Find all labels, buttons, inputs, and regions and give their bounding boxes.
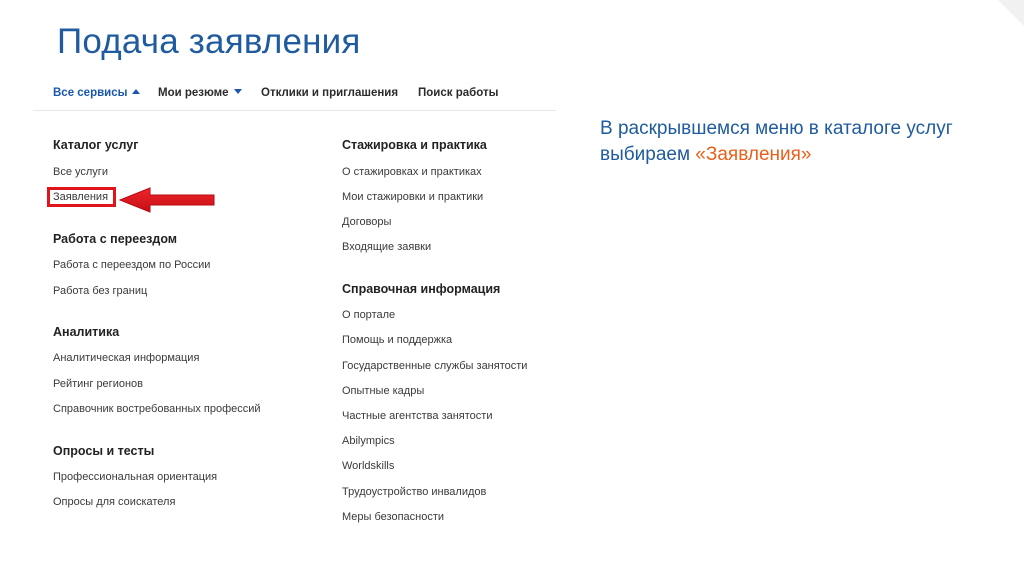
menu-item-professions-directory[interactable]: Справочник востребованных профессий [53, 403, 261, 415]
section-heading-catalog: Каталог услуг [53, 138, 139, 152]
menu-item-about-portal[interactable]: О портале [342, 309, 396, 321]
caret-up-icon [132, 89, 140, 94]
menu-item-all-services[interactable]: Все услуги [53, 166, 108, 178]
menu-item-experienced-staff[interactable]: Опытные кадры [342, 385, 425, 397]
menu-item-region-rating[interactable]: Рейтинг регионов [53, 378, 143, 390]
menu-item-career-orientation[interactable]: Профессиональная ориентация [53, 471, 218, 483]
highlight-box [47, 187, 116, 207]
caret-down-icon [234, 89, 242, 94]
note-text: В раскрывшемся меню в каталоге услуг выбираем [600, 118, 953, 165]
menu-item-abilympics[interactable]: Abilympics [342, 435, 395, 447]
menu-item-disabled-employment[interactable]: Трудоустройство инвалидов [342, 486, 487, 498]
section-heading-analytics: Аналитика [53, 325, 120, 339]
menu-item-applications[interactable]: Заявления [53, 191, 109, 203]
note-accent: «Заявления» [695, 144, 812, 165]
section-heading-relocation: Работа с переездом [53, 232, 178, 246]
menu-item-incoming-requests[interactable]: Входящие заявки [342, 241, 432, 253]
menu-item-analytics-info[interactable]: Аналитическая информация [53, 352, 200, 364]
menu-item-my-internships[interactable]: Мои стажировки и практики [342, 191, 484, 203]
menu-item-employment-services[interactable]: Государственные службы занятости [342, 360, 528, 372]
menu-item-relocation-russia[interactable]: Работа с переездом по России [53, 259, 211, 271]
top-navigation [33, 80, 556, 111]
menu-item-about-internships[interactable]: О стажировках и практиках [342, 166, 482, 178]
nav-responses-invitations[interactable]: Отклики и приглашения [261, 87, 399, 99]
menu-item-safety-measures[interactable]: Меры безопасности [342, 511, 445, 523]
left-arrow-icon [118, 185, 218, 215]
nav-job-search[interactable]: Поиск работы [418, 87, 499, 99]
slide-title: Подача заявления [57, 22, 361, 61]
menu-item-contracts[interactable]: Договоры [342, 216, 392, 228]
section-heading-surveys: Опросы и тесты [53, 444, 155, 458]
section-heading-reference: Справочная информация [342, 282, 501, 296]
menu-item-private-agencies[interactable]: Частные агентства занятости [342, 410, 493, 422]
corner-decoration [998, 0, 1024, 26]
section-heading-internship: Стажировка и практика [342, 138, 487, 152]
menu-item-applicant-surveys[interactable]: Опросы для соискателя [53, 496, 176, 508]
menu-item-work-without-borders[interactable]: Работа без границ [53, 285, 148, 297]
instruction-note [600, 116, 1010, 168]
menu-item-help-support[interactable]: Помощь и поддержка [342, 334, 453, 346]
menu-item-worldskills[interactable]: Worldskills [342, 460, 395, 472]
nav-all-services[interactable]: Все сервисы [53, 87, 140, 99]
nav-my-resumes[interactable]: Мои резюме [158, 87, 242, 99]
